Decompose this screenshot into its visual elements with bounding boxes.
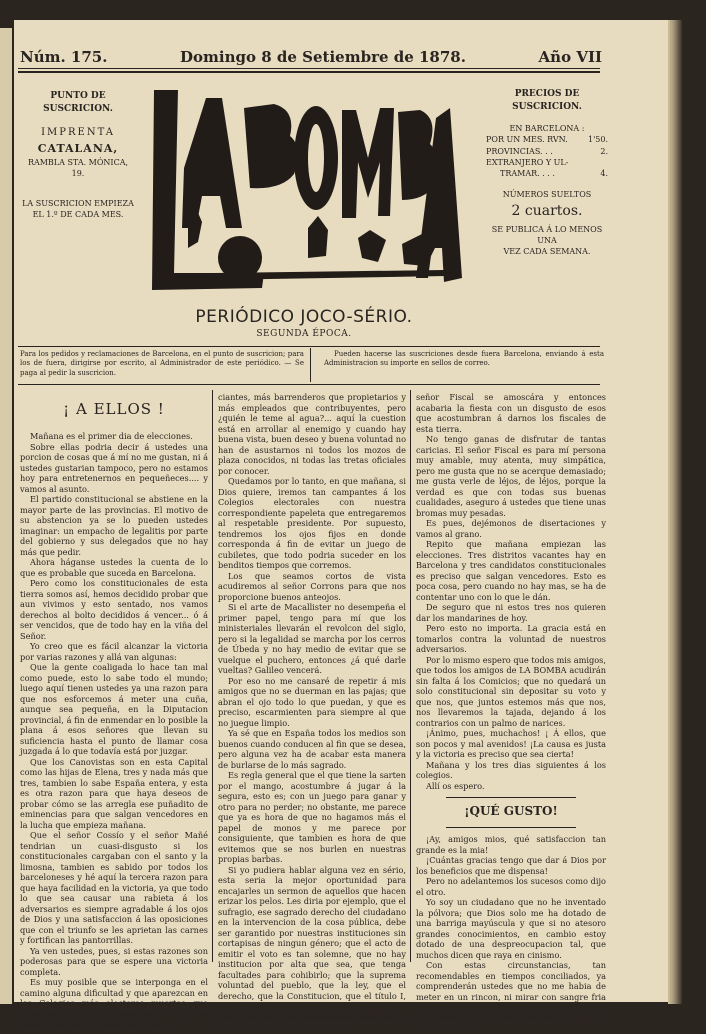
masthead-illustration (144, 78, 464, 298)
paragraph: Por lo mismo espero que todos mis amigos, que todos los amigos de LA BOMBA acudirán sin falta á los Comicios; que no quedará un solo constitucional sin depositar su voto y que nos, que juntos estemos más que nos, nos llevaremos la tajada, dejando á los contrarios con un palmo de narices. (416, 654, 606, 728)
notice-divider (310, 348, 311, 382)
paragraph: Ahora háganse ustedes la cuenta de lo que es probable que suceda en Barcelona. (20, 557, 208, 578)
header-rule-bottom (18, 71, 600, 73)
price-value: 2. (600, 146, 608, 156)
subscription-note-2: EL 1.º DE CADA MES. (32, 210, 124, 220)
paragraph: Si yo pudiera hablar alguna vez en sério, esta seria la mejor oportunidad para encajarles un sermon de aquellos que hacen erizar los pelos. Les diria por ejemplo, que el sufragio, ese sagrado derecho del ciudadano en la intervencion de la cosa pública, debe ser garantido por nuestras instituciones sin cortapisas de ningun género; que el acto de emitir el voto es tan solemne, que no hay institucion por alta que sea, que tenga facultades para cohibirlo; que la suprema voluntad del pueblo, que la ley, que el derecho, que la Constitucion, que el título I, que... vaya, dejémoslo correr porque me estoy metiendo en demasiadas honduras y nada tendria de extraño que el (218, 864, 406, 1032)
paragraph: señor Fiscal se amoscára y entonces acabaria la fiesta con un disgusto de esos que acostumbran á darnos los fiscales de esta tierra. (416, 392, 606, 434)
newspaper-page (14, 20, 668, 1034)
article-column-1 (20, 392, 208, 1030)
paragraph: Que el señor Cossío y el señor Mañé tendrian un cuasi-disgusto si los constitucionales cargaban con el santo y la limosna, tambien es sabido por todos los barceloneses y hé aquí la tercera razon para que haya facilidad en la victoria, ya que todo lo que sea causar una rabieta á los adversarios es siempre agradable á los ojos de Dios y una satisfaccion á las oposiciones que con el triunfo se les aprietan las carnes y fortifican las pantorrillas. (20, 830, 208, 946)
column-divider-1 (212, 390, 213, 962)
notice-rule-top (18, 346, 600, 347)
article-heading-a-ellos: ¡ A ELLOS ! (63, 400, 165, 418)
la-bomba-logo (144, 78, 464, 298)
paragraph: Los que seamos cortos de vista acudiremos al señor Corrons para que nos proporcione buenos anteojos. (218, 570, 406, 602)
press-address: RAMBLA STA. MÓNICA, 19. (27, 157, 129, 179)
paragraph: Si el arte de Macallister no desempeña el primer papel, tengo para mí que los ministeriales llevarán el revolcon del siglo, pero si la legalidad se marcha por los cerros de Úbeda y no hay medio de evitar que se vuelque el puchero, entonces ¿á qué darle vueltas? Galileo vencerá. (218, 602, 406, 675)
subscription-prices-box (486, 88, 608, 257)
price-row (486, 168, 608, 179)
price-row (486, 146, 608, 157)
column-divider-2 (410, 390, 411, 962)
subscription-point-title: PUNTO DE SUSCRICION. (43, 91, 113, 115)
issue-header (20, 44, 602, 70)
paragraph: De seguro que ni estos tres nos quieren dar los mandarines de hoy. (416, 602, 606, 623)
issue-number: Núm. 175. (20, 48, 108, 66)
paragraph: Es pues, dejémonos de disertaciones y vamos al grano. (416, 518, 606, 539)
article-column-3 (416, 392, 606, 1034)
paragraph: Es regla general que el que tiene la sarten por el mango, acostumbre á jugar á la segura, esto es; con un juego para ganar y otro para no perder; no obstante, me parece que ya es hora de que no hagamos más el papel de monos y me parece por consiguiente, que tambien es hora de que evitemos que se nos burlen en nuestras propias barbas. (218, 770, 406, 864)
paragraph: Con estas circunstancias, tan recomendables en tiempos conciliados, ya comprenderán ustedes que no me habia de meter en un rincon, ni mirar con sangre fria como transcurrian los años sin que mi patria paladeara todo el tesoro de mis especiales conocimientos. (416, 960, 606, 1034)
price-row (486, 134, 608, 145)
paragraph: Quedamos por lo tanto, en que mañana, si Dios quiere, iremos tan campantes á los Colegios electorales con nuestra correspondiente papeleta que entregaremos al respetable presidente. Por supuesto, tendremos los ojos fijos en donde corresponda á fin de evitar un juego de cubiletes, que todo podria suceder en los benditos tiempos que corremos. (218, 476, 406, 570)
paragraph: Repito que mañana empiezan las elecciones. Tres distritos vacantes hay en Barcelona y tres candidatos constitucionales es preciso que salgan vencedores. Esto es poca cosa, pero cuando no hay mas, se ha de contentar uno con lo que le dán. (416, 539, 606, 602)
paragraph: Yo creo que es fácil alcanzar la victoria por varias razones y allá van algunas: (20, 641, 208, 662)
price-row (486, 157, 608, 168)
paragraph: ¡Cuántas gracias tengo que dar á Dios por los beneficios que me dispensa! (416, 855, 606, 876)
header-rule-top (18, 68, 600, 69)
subscription-point-box (22, 90, 134, 221)
notice-rule-bottom (18, 384, 600, 385)
paragraph: Pero esto no importa. La gracia está en tomarlos contra la voluntad de nuestros adversarios. (416, 623, 606, 654)
paragraph: Ya ven ustedes, pues, si estas razones son poderosas para que se espere una victoria completa. (20, 945, 208, 977)
adjacent-page-edge (0, 28, 12, 1004)
publication-frequency-1: SE PUBLICA Á LO MENOS UNA (491, 224, 603, 246)
article-column-2 (218, 392, 406, 1032)
issue-year: Año VII (538, 48, 602, 66)
orders-notice: Para los pedidos y reclamaciones de Barcelona, en el punto de suscricion; para los de fuera, dirigirse por escrito, al Administrador de este periódico. — Se paga al pedir la suscricion. (20, 350, 304, 377)
price-value: 4. (600, 168, 608, 178)
issue-date: Domingo 8 de Setiembre de 1878. (180, 48, 466, 66)
section-separator (446, 827, 576, 828)
price-value: 1'50. (587, 135, 608, 145)
paragraph: Mañana y los tres dias siguientes á los colegios. (416, 759, 606, 780)
price-label: POR UN MES. RVN. (486, 135, 568, 145)
paragraph: Ya sé que en España todos los medios son buenos cuando conducen al fin que se desea, pero alguna vez ha de acabar esta manera de burlarse de lo más sagrado. (218, 728, 406, 770)
paragraph: Es muy posible que se interponga en el camino alguna dificultad y que aparezcan en los Colegios más electores muertos que vivos, más de los que cobran más de los que pagan, más municipales que comer- (20, 977, 208, 1030)
price-label: PROVINCIAS. . . (486, 146, 553, 156)
price-label: EXTRANJERO Y UL- (486, 157, 569, 167)
subscription-note-1: LA SUSCRICION EMPIEZA (22, 198, 134, 208)
paragraph: Que la gente coaligada lo hace tan mal como puede, esto lo sabe todo el mundo; luego aquí tienen ustedes ya una razon para que nos esforcemos á meter una cuña, aunque sea pequeña, en la Diputacion provincial, á fin de enmendar en lo posible la plana á esos señores que llevan su suficiencia hasta el punto de llamar cosa juzgada á lo que todavía está por juzgar. (20, 662, 208, 757)
prices-city: EN BARCELONA : (509, 124, 585, 134)
prices-title: PRECIOS DE SUSCRICION. (512, 89, 582, 112)
section-separator (446, 797, 576, 798)
paragraph: Pero no adelantemos los sucesos como dijo el otro. (416, 876, 606, 897)
paragraph: Allí os espero. (426, 780, 485, 791)
paragraph: El partido constitucional se abstiene en la mayor parte de las provincias. El motivo de su abstencion ya se lo pueden ustedes imaginar: un empacho de legalitis por parte del gobierno y sus delegados que no hay más que pedir. (20, 494, 208, 557)
paragraph: ¡Ay, amigos mios, qué satisfaccion tan grande es la mia! (416, 834, 606, 855)
paragraph: ¡Ánimo, pues, muchachos! ¡ Á ellos, que son pocos y mal avenidos! ¡La causa es justa y la victoria es preciso que sea cierta! (416, 728, 606, 759)
press-label: IMPRENTA (41, 127, 115, 139)
paragraph: Sobre ellas podria decir á ustedes una porcion de cosas que á mí no me gustan, ni á ustedes gustarian tampoco, pero no estamos hoy para entretenernos en pequeñeces.... y vamos al asunto. (20, 441, 208, 494)
paragraph: Que los Canovistas son en esta Capital como las hijas de Elena, tres y nada más que tres, tambien lo sabe España entera, y esta es otra razon para que haya deseos de probar cómo se las arregla ese puñadito de eminencias para que salgan vencedores en la lucha que empieza mañana. (20, 756, 208, 830)
page-stack-edge (668, 20, 682, 1004)
masthead-subtitle: PERIÓDICO JOCO-SÉRIO. (195, 307, 413, 327)
paragraph: ciantes, más barrenderos que propietarios y más empleados que contribuyentes, pero ¿quién le teme al agua?... aquí la cuestion está en arrollar al enemigo y cuando hay buena vista, buen deseo y buena voluntad no han de asustarnos ni todos los mozos de plaza conocidos, ni todas las tretas oficiales por conocer. (218, 392, 406, 476)
press-name: CATALANA, (37, 141, 119, 155)
paragraph: Por eso no me cansaré de repetir á mis amigos que no se duerman en las pajas; que abran el ojo todo lo que puedan, y que es preciso, escarmienten para siempre al que no juegue limpio. (218, 675, 406, 728)
single-copy-price: 2 cuartos. (511, 203, 583, 220)
publication-frequency-2: VEZ CADA SEMANA. (503, 247, 591, 257)
paragraph: Pero como los constitucionales de esta tierra somos así, hemos decidido probar que aun vivimos y esto sentado, nos vamos derechos al bolto decididos á vencer... ó á ser vencidos, que de todo hay en la viña del Señor. (20, 578, 208, 641)
price-label: TRAMAR. . . . (500, 168, 555, 178)
paragraph: No tengo ganas de disfrutar de tantas caricias. El señor Fiscal es para mí persona muy amable, muy atenta, muy simpática, pero me gusta que no se acerque demasiado; me gusta verle de léjos, de léjos, porque la verdad es que con todas sus buenas cualidades, aseguro á ustedes que tiene unas bromas muy pesadas. (416, 434, 606, 518)
single-copies-label: NÚMEROS SUELTOS (502, 190, 592, 200)
article-heading-que-gusto: ¡QUÉ GUSTO! (464, 804, 558, 818)
remote-subscription-notice: Pueden hacerse las suscriciones desde fuera Barcelona, enviando á esta Administracion su importe en sellos de correo. (324, 350, 604, 368)
masthead-epoch: SEGUNDA ÉPOCA. (256, 329, 352, 339)
paragraph: Yo soy un ciudadano que no he inventado la pólvora; que Dios solo me ha dotado de una barriga mayúscula y que si no atesoro grandes conocimientos, en cambio estoy dotado de una despreocupacion tal, que muchos dicen que raya en cinismo. (416, 897, 606, 960)
paragraph: Mañana es el primer dia de elecciones. (30, 431, 193, 442)
